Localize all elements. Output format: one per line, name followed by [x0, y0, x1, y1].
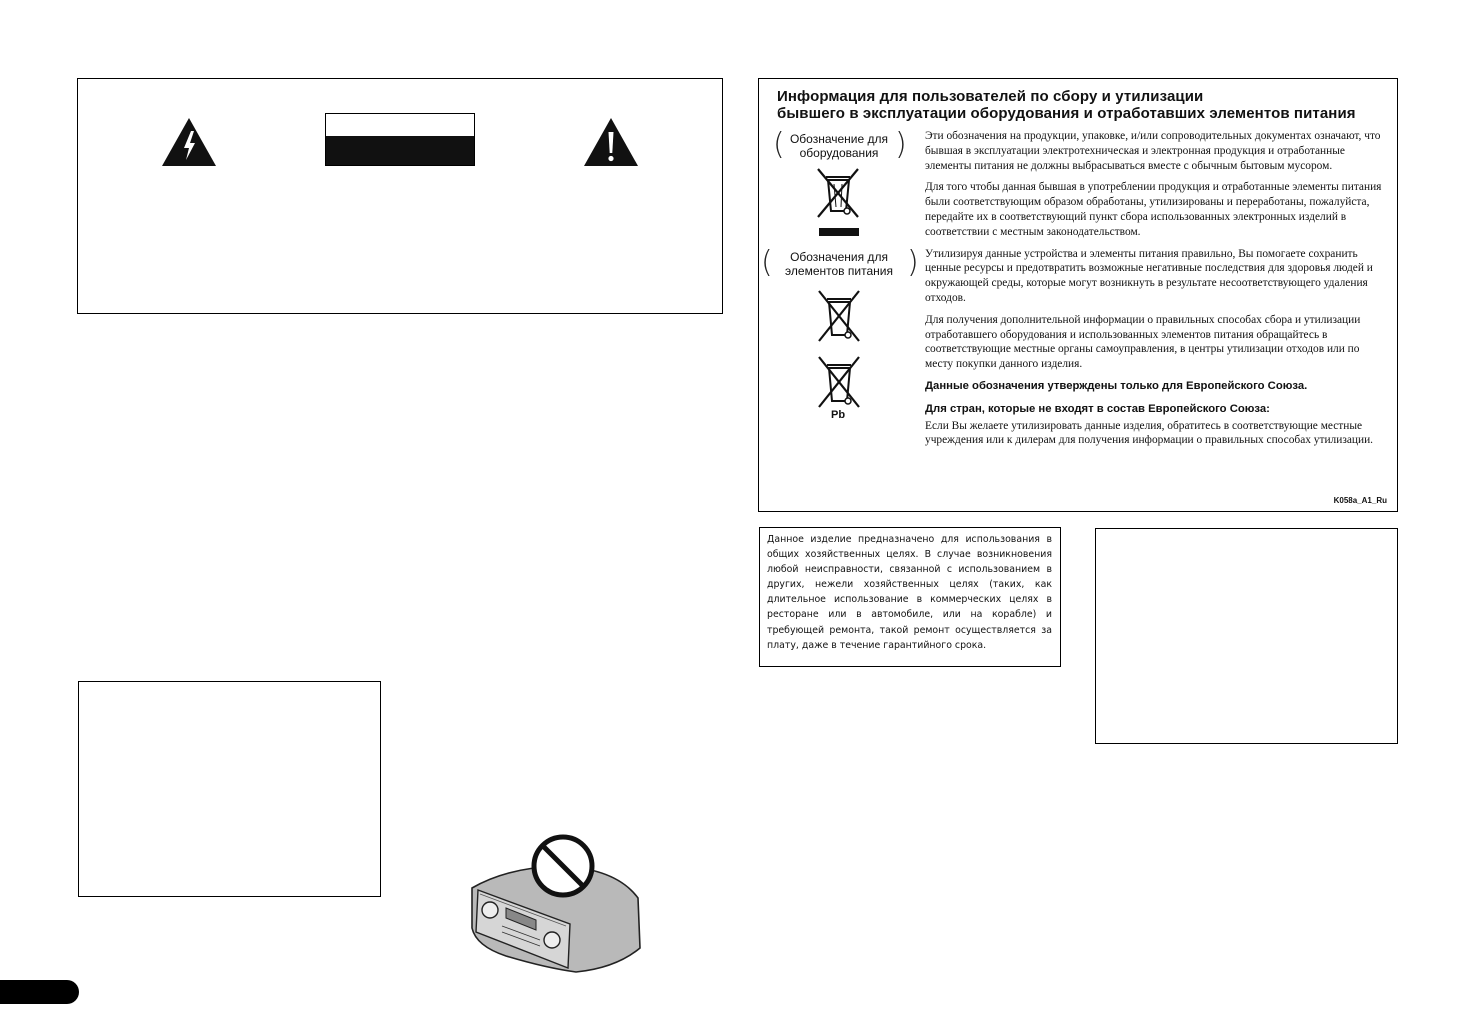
recycling-info-title — [777, 88, 1356, 122]
solid-bar-symbol — [819, 228, 859, 236]
left-bracket: ( — [761, 245, 773, 280]
safety-warning-box — [77, 78, 723, 314]
caution-label-bar — [326, 136, 474, 165]
recycling-paragraph-3: Утилизируя данные устройства и элементы питания правильно, Вы помогаете сохранить ценные ресурсы и предотвратить возможные негативные последствия для здоровья людей и окружающей среды, которые могут возникнуть в результате несоответствующего удаления отходов. — [925, 247, 1373, 304]
recycling-paragraph-2: Для того чтобы данная бывшая в употреблении продукция и отработанные элементы питания были соответствующим образом обработаны, утилизированы и переработаны, пожалуйста, передайте их в соответствующий пункт сбора использованных электронных изделий в соответствии с местным законодательством. — [925, 181, 1382, 238]
do-not-cover-receiver-icon — [466, 828, 644, 974]
equipment-symbol-label: Обозначение для оборудования — [789, 132, 889, 160]
empty-notice-box-left — [78, 681, 381, 897]
usage-notice-text: Данное изделие предназначено для использования в общих хозяйственных целях. В случае возникновения любой неисправности, связанной с использованием в других, нежели хозяйственных целях (таких, как длительное использование в коммерческих целях в ресторане или в автомобиле, или на корабле) и требующей ремонта, такой ремонт осуществляется за плату, даже в течение гарантийного срока. — [767, 534, 1052, 651]
right-bracket: ) — [907, 245, 919, 280]
lightning-warning-icon — [161, 117, 217, 167]
eu-notice: Данные обозначения утверждены только для Европейского Союза. — [925, 379, 1308, 392]
pb-symbol-label: Pb — [831, 409, 846, 421]
right-bracket: ) — [895, 127, 907, 162]
non-eu-text: Если Вы желаете утилизировать данные изделия, обратитесь в соответствующие местные учреждения или к дилерам для получения информации о правильных способах утилизации. — [925, 419, 1374, 447]
document-code: K058a_A1_Ru — [1333, 496, 1387, 505]
crossed-out-wheelie-bin-icon — [815, 289, 863, 343]
page-number-tab — [0, 980, 79, 1004]
non-eu-heading: Для стран, которые не входят в состав Европейского Союза: — [925, 402, 1270, 415]
crossed-out-wheelie-bin-icon — [815, 355, 863, 409]
recycling-paragraph-4: Для получения дополнительной информации о правильных способах сбора и утилизации отработавшего оборудования и использованных элементов питания обращайтесь в соответствующие местные органы самоуправления, в центры утилизации отходов или по месту покупки данного изделия. — [925, 313, 1361, 371]
recycling-paragraph-1: Эти обозначения на продукции, упаковке, и/или сопроводительных документах означают, что бывшая в эксплуатации электротехническая и электронная продукция и отработанные элементы питания не должны выбрасываться вместе с обычным бытовым мусором. — [925, 130, 1381, 172]
crossed-out-wheelie-bin-icon — [814, 167, 862, 219]
recycling-info-box — [758, 78, 1398, 512]
title-line-2: бывшего в эксплуатации оборудования и отработавших элементов питания — [777, 105, 1356, 122]
empty-notice-box-right — [1095, 528, 1398, 744]
recycling-info-text — [925, 129, 1387, 455]
title-line-1: Информация для пользователей по сбору и утилизации — [777, 88, 1204, 105]
usage-notice-box — [759, 527, 1061, 667]
battery-symbol-label: Обозначения для элементов питания — [785, 250, 893, 278]
left-bracket: ( — [773, 127, 785, 162]
caution-label — [325, 113, 475, 166]
exclamation-warning-icon — [583, 117, 639, 167]
